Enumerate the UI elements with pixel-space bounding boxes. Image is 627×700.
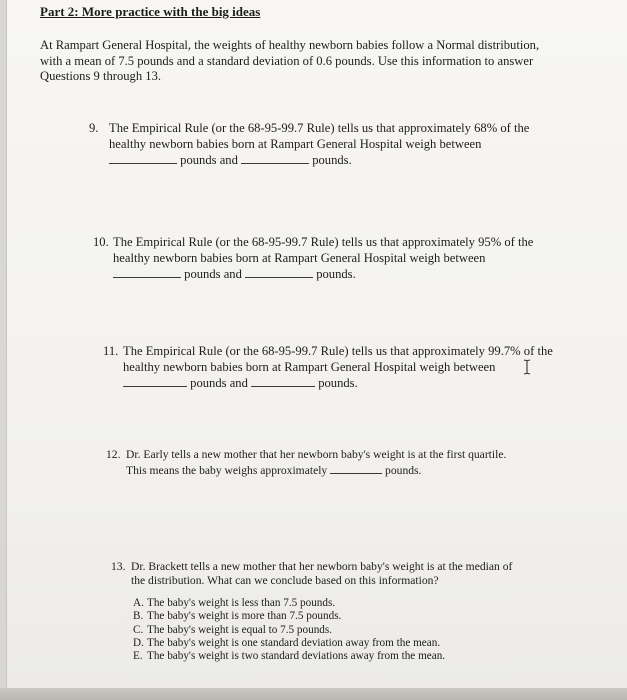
question-10	[93, 234, 533, 282]
question-12	[106, 448, 506, 478]
answer-blank-upper[interactable]	[245, 266, 313, 278]
answer-options	[111, 597, 512, 663]
pounds-and-label: pounds and	[184, 267, 242, 281]
section-heading: Part 2: More practice with the big ideas	[40, 4, 261, 19]
answer-blank-lower[interactable]	[109, 152, 177, 164]
page-bottom-edge	[0, 688, 627, 700]
question-text-line-1: Dr. Early tells a new mother that her newborn baby's weight is at the first quartile.	[126, 448, 507, 461]
question-number: 11.	[103, 344, 119, 358]
option-e[interactable]: E. The baby's weight is two standard deviations away from the mean.	[133, 650, 446, 663]
pounds-label: pounds.	[318, 376, 358, 390]
option-d[interactable]: D. The baby's weight is one standard deviation away from the mean.	[133, 636, 441, 649]
question-text-line-1: The Empirical Rule (or the 68-95-99.7 Rule) tells us that approximately 95% of the	[113, 235, 534, 249]
worksheet-page	[6, 0, 627, 688]
answer-blank-lower[interactable]	[113, 266, 181, 278]
option-b[interactable]: B. The baby's weight is more than 7.5 pounds.	[133, 610, 342, 623]
answer-blank-lower[interactable]	[123, 375, 187, 387]
question-text-line-1: Dr. Brackett tells a new mother that her newborn baby's weight is at the median of	[131, 560, 513, 573]
intro-paragraph: At Rampart General Hospital, the weights of healthy newborn babies follow a Normal distribution, with a mean of 7.5 pounds and a standard deviation of 0.6 pounds. Use this information to answer Questions 9 through 13.	[40, 38, 540, 83]
question-number: 9.	[89, 121, 99, 135]
question-13	[111, 560, 512, 663]
question-11	[103, 343, 553, 391]
question-9	[89, 120, 529, 168]
answer-blank[interactable]	[330, 462, 382, 474]
question-number: 10.	[93, 235, 109, 249]
option-a[interactable]: A. The baby's weight is less than 7.5 pounds.	[133, 597, 336, 609]
pounds-label: pounds.	[316, 267, 356, 281]
question-text-line-2: healthy newborn babies born at Rampart General Hospital weigh between	[113, 251, 486, 265]
text-cursor-icon	[522, 359, 532, 375]
pounds-label: pounds.	[312, 153, 352, 167]
option-c[interactable]: C. The baby's weight is equal to 7.5 pounds.	[133, 623, 333, 636]
pounds-and-label: pounds and	[190, 376, 248, 390]
question-text-line-2: This means the baby weighs approximately	[126, 464, 328, 477]
question-text-line-1: The Empirical Rule (or the 68-95-99.7 Rule) tells us that approximately 99.7% of the	[123, 344, 553, 358]
pounds-label: pounds.	[385, 464, 422, 477]
answer-blank-upper[interactable]	[241, 152, 309, 164]
question-text-line-1: The Empirical Rule (or the 68-95-99.7 Rule) tells us that approximately 68% of the	[109, 121, 530, 135]
pounds-and-label: pounds and	[180, 153, 238, 167]
question-text-line-2: the distribution. What can we conclude based on this information?	[131, 574, 439, 587]
question-text-line-2: healthy newborn babies born at Rampart General Hospital weigh between	[123, 360, 496, 374]
question-number: 12.	[106, 448, 121, 461]
answer-blank-upper[interactable]	[251, 375, 315, 387]
question-number: 13.	[111, 560, 126, 573]
question-text-line-2: healthy newborn babies born at Rampart General Hospital weigh between	[109, 137, 482, 151]
